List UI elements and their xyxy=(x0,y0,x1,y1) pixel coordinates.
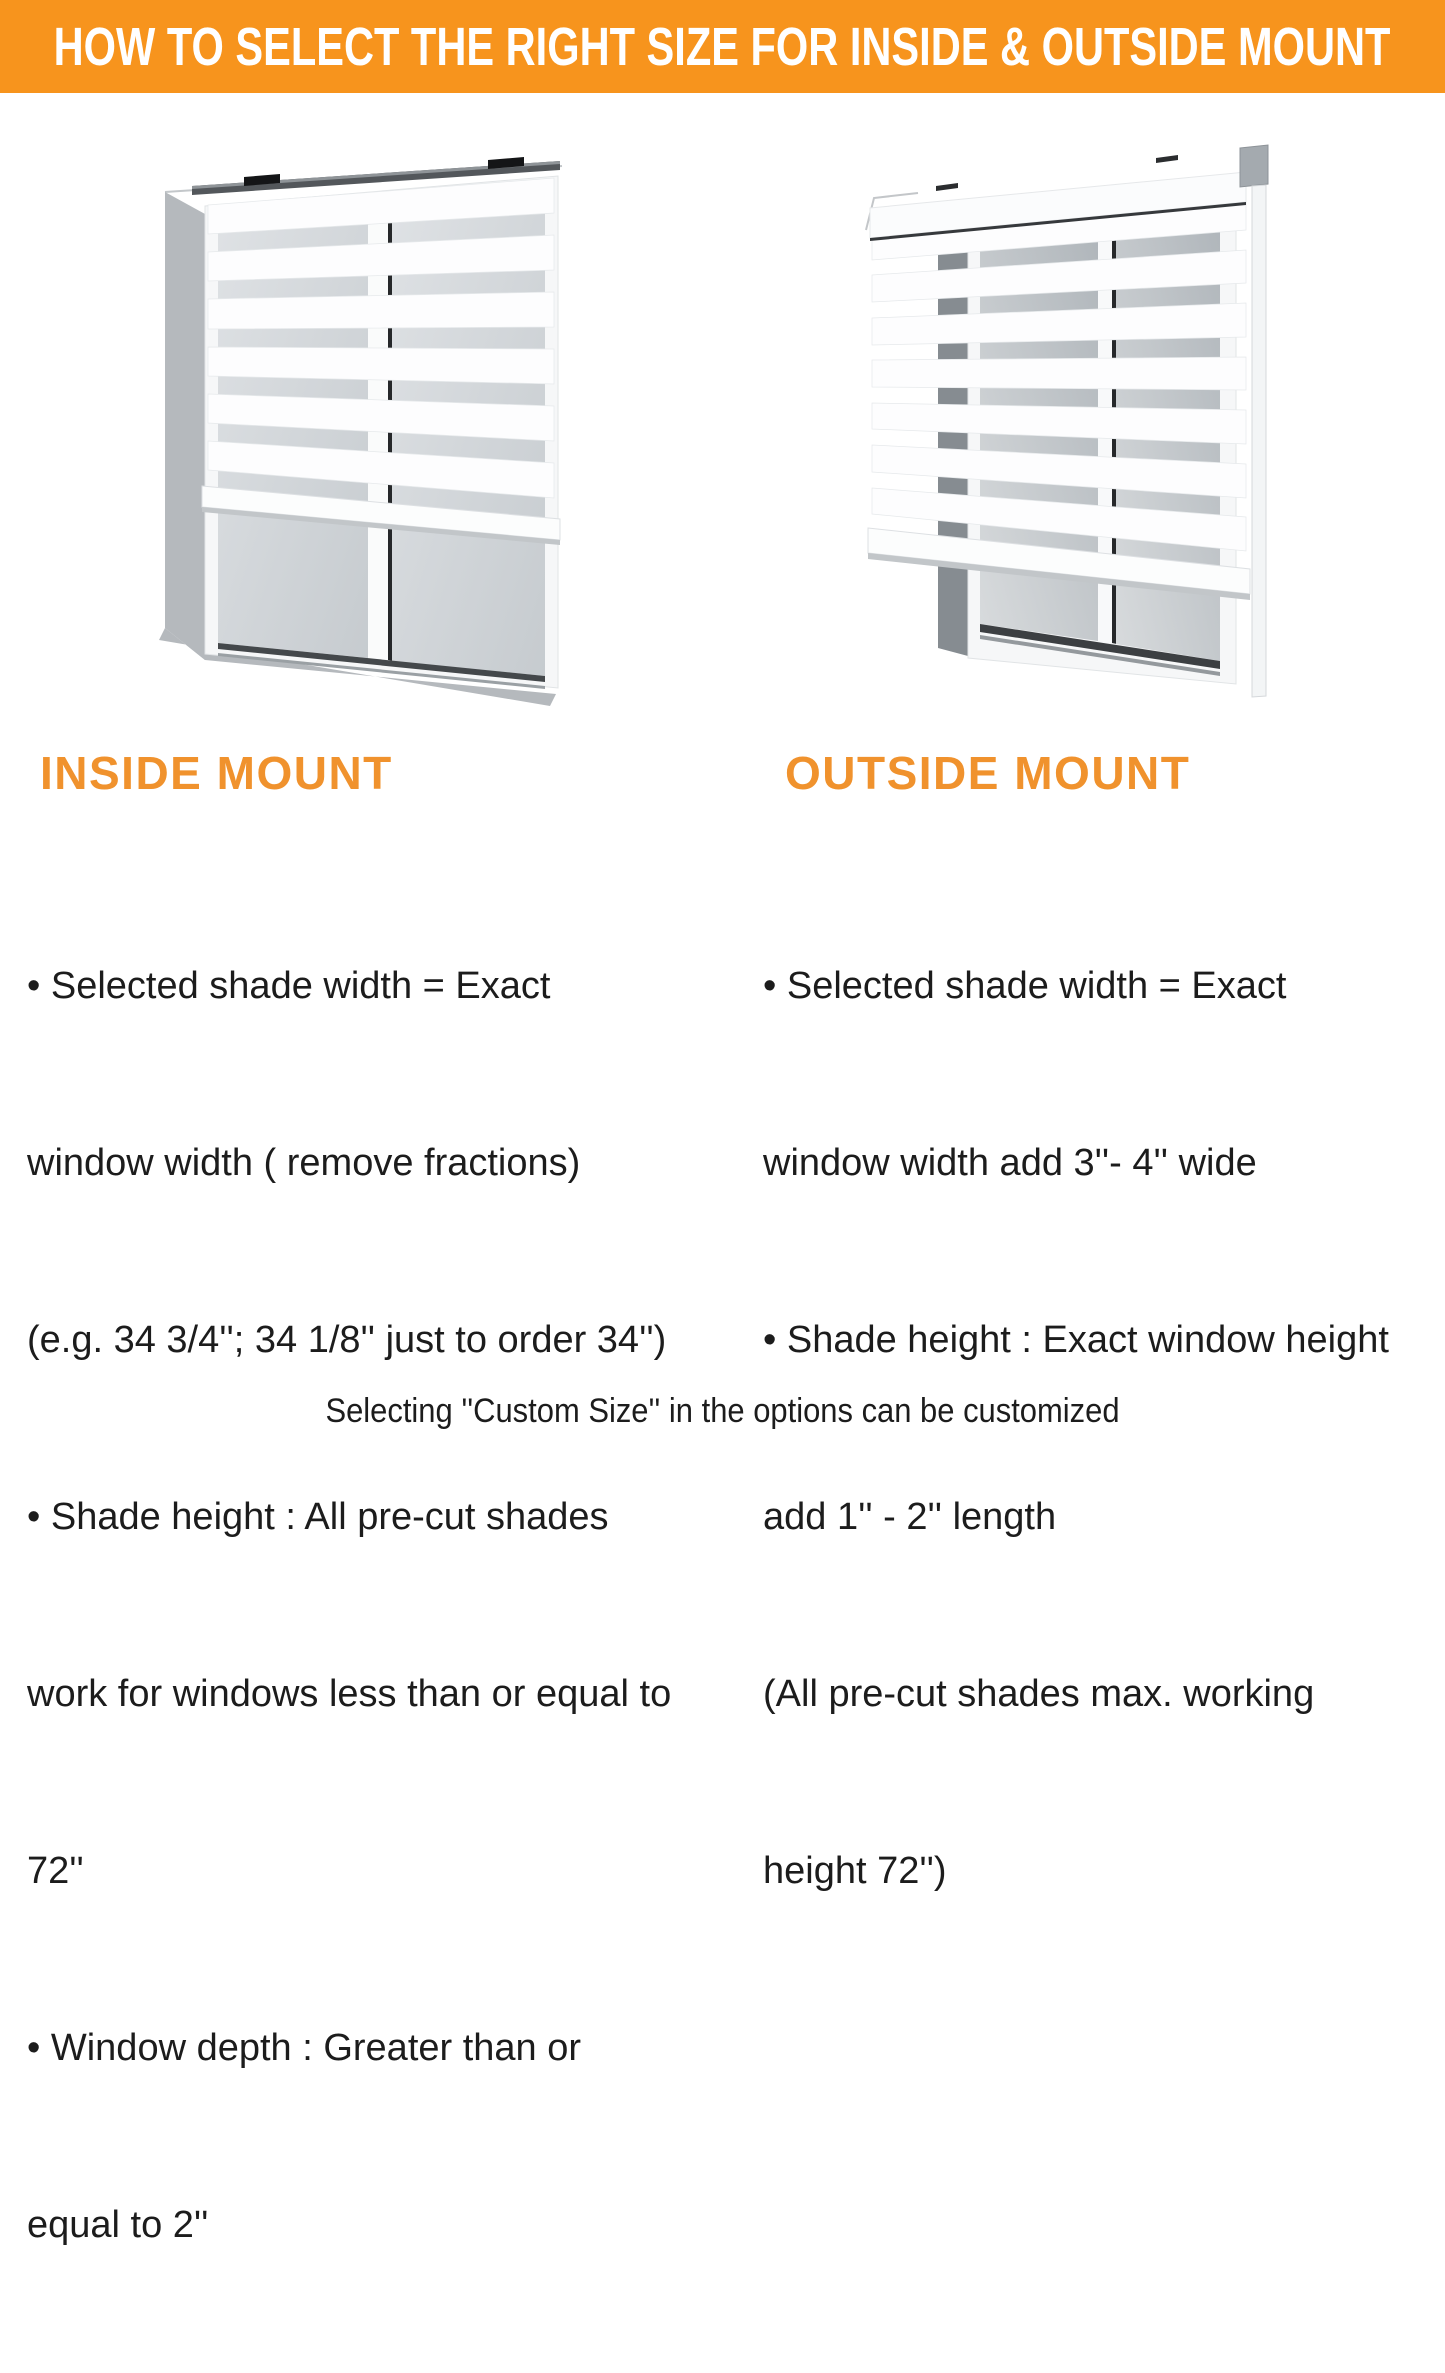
screw-mark-right xyxy=(1156,155,1178,163)
outside-mount-figure xyxy=(858,136,1308,731)
spec-line: • Window depth : Greater than or xyxy=(27,2027,582,2069)
header-banner xyxy=(0,0,1445,93)
spec-line: add 1'' - 2'' length xyxy=(763,1496,1057,1538)
side-rail xyxy=(1252,185,1266,697)
inside-mount-figure xyxy=(152,148,657,713)
banner-title: HOW TO SELECT THE RIGHT SIZE FOR INSIDE & OUTSIDE MOUNT xyxy=(54,16,1391,77)
spec-line: window width add 3''- 4'' wide xyxy=(763,1142,1257,1184)
spec-line: • Selected shade width = Exact xyxy=(763,965,1287,1007)
spec-line: • Shade height : All pre-cut shades xyxy=(27,1496,609,1538)
outside-mount-heading: OUTSIDE MOUNT xyxy=(785,747,1191,799)
inside-mount-illustration xyxy=(152,148,657,713)
recess-shadow-strip xyxy=(938,236,968,656)
spec-line: height 72'') xyxy=(763,1850,947,1892)
custom-size-note: Selecting ''Custom Size'' in the options can be customized xyxy=(325,1392,1120,1430)
inside-mount-specs xyxy=(27,839,727,2373)
spec-line: • Selected shade width = Exact xyxy=(27,965,551,1007)
spec-line: 72'' xyxy=(27,1850,84,1892)
screw-mark-left xyxy=(936,183,958,191)
side-rail-bar xyxy=(1252,185,1266,697)
spec-line: window width ( remove fractions) xyxy=(27,1142,581,1184)
spec-line: • Shade height : Exact window height xyxy=(763,1319,1389,1361)
spec-line: (All pre-cut shades max. working xyxy=(763,1673,1315,1715)
recess-left-return xyxy=(165,192,205,660)
spec-line: work for windows less than or equal to xyxy=(27,1673,672,1715)
spec-line: (e.g. 34 3/4''; 34 1/8'' just to order 34'') xyxy=(27,1319,667,1361)
spec-line: equal to 2'' xyxy=(27,2204,209,2246)
end-cap xyxy=(1240,145,1268,187)
outside-mount-illustration xyxy=(858,136,1308,731)
zebra-stripe xyxy=(872,357,1246,390)
inside-mount-heading: INSIDE MOUNT xyxy=(40,747,393,799)
